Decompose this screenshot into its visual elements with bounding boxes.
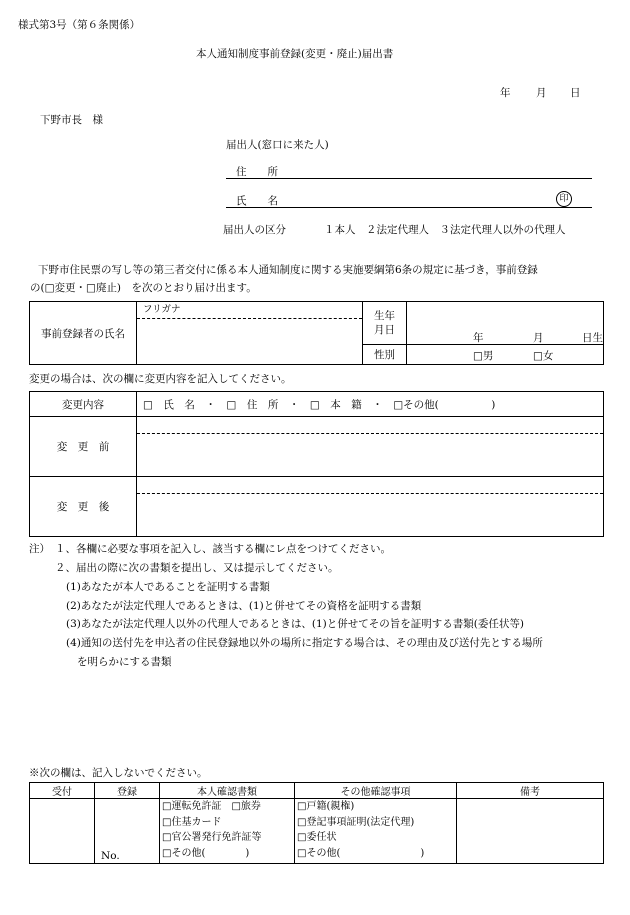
note-2-item-4b: を明らかにする書類 <box>77 656 172 668</box>
header-remarks: 備考 <box>457 783 604 799</box>
change-content-label: 変更内容 <box>62 398 104 411</box>
header-id-docs: 本人確認書類 <box>160 783 295 799</box>
note-2-item-1: (1)あなたが本人であることを証明する書類 <box>66 581 270 593</box>
gender-female-checkbox[interactable]: □女 <box>533 350 554 362</box>
gender-label: 性別 <box>374 349 395 361</box>
other-doc-1[interactable]: □戸籍(親権) <box>297 801 355 812</box>
before-dashed-line <box>137 433 603 434</box>
change-options: □ 氏 名 ・ □ 住 所 ・ □ 本 籍 ・ □その他( ) <box>143 398 496 411</box>
id-docs-cell <box>160 799 295 864</box>
id-doc-1[interactable]: □運転免許証 □旅券 <box>162 801 261 812</box>
gender-label-cell <box>363 345 407 365</box>
before-content-cell[interactable] <box>137 417 604 477</box>
header-reception: 受付 <box>30 783 95 799</box>
other-doc-4[interactable]: □その他( ) <box>297 847 425 859</box>
birth-label-cell <box>363 302 407 345</box>
other-doc-3[interactable]: □委任状 <box>297 832 337 843</box>
after-content-cell[interactable] <box>137 477 604 537</box>
office-instruction: ※次の欄は、記入しないでください。 <box>29 767 208 779</box>
form-title: 本人通知制度事前登録(変更・廃止)届出書 <box>196 48 394 60</box>
date-day: 日 <box>570 87 581 99</box>
registration-cell[interactable] <box>95 799 160 864</box>
furigana-row[interactable] <box>137 302 362 319</box>
note-2-item-2: (2)あなたが法定代理人であるときは、(1)と併せてその資格を証明する書類 <box>66 600 422 612</box>
date-year: 年 <box>500 87 511 99</box>
seal-mark: 印 <box>556 191 572 207</box>
change-options-cell[interactable] <box>137 392 604 417</box>
change-content-label-cell <box>30 392 137 417</box>
birth-label-2: 月日 <box>374 324 395 336</box>
remarks-cell[interactable] <box>457 799 604 864</box>
birth-label-1: 生年 <box>374 310 395 322</box>
statement-line-2: の(□変更・□廃止) を次のとおり届け出ます。 <box>30 282 257 294</box>
other-docs-cell <box>295 799 457 864</box>
id-doc-3[interactable]: □官公署発行免許証等 <box>162 832 262 843</box>
birth-day: 日生 <box>582 332 603 344</box>
id-doc-2[interactable]: □住基カード <box>162 816 222 828</box>
id-doc-4[interactable]: □その他( ) <box>162 847 250 859</box>
addressee: 下野市長 様 <box>40 114 103 126</box>
category-label: 届出人の区分 <box>223 224 286 236</box>
registrant-label: 事前登録者の氏名 <box>41 327 125 340</box>
note-2-item-3: (3)あなたが法定代理人以外の代理人であるときは、(1)と併せてその旨を証明する書類(委任状等) <box>66 618 524 630</box>
change-table <box>29 391 604 537</box>
name-label: 氏 名 <box>236 195 278 207</box>
statement-line-1: 下野市住民票の写し等の第三者交付に係る本人通知制度に関する実施要綱第6条の規定に基づき，事前登録 <box>38 264 538 276</box>
reception-cell[interactable] <box>30 799 95 864</box>
registrant-label-cell <box>30 302 137 365</box>
name-line[interactable] <box>226 207 592 208</box>
office-table <box>29 782 604 864</box>
header-other-docs: その他確認事項 <box>295 783 457 799</box>
gender-male-checkbox[interactable]: □男 <box>473 350 494 362</box>
before-label: 変 更 前 <box>56 441 110 453</box>
registrant-table <box>29 301 604 365</box>
birth-year: 年 <box>473 332 484 344</box>
address-label: 住 所 <box>236 166 278 178</box>
before-label-cell <box>30 417 137 477</box>
registrant-name-cell[interactable] <box>137 302 363 365</box>
other-doc-2[interactable]: □登記事項証明(法定代理) <box>297 816 415 828</box>
after-label: 変 更 後 <box>56 501 110 513</box>
form-number: 様式第3号（第６条関係） <box>18 19 141 31</box>
birth-month: 月 <box>533 332 544 344</box>
registration-number: No. <box>101 850 120 862</box>
note-2: ２、届出の際に次の書類を提出し、又は提示してください。 <box>55 562 339 574</box>
header-registration: 登録 <box>95 783 160 799</box>
date-month: 月 <box>536 87 547 99</box>
gender-cell <box>407 345 604 365</box>
category-options: １本人 ２法定代理人 ３法定代理人以外の代理人 <box>324 224 566 236</box>
after-dashed-line <box>137 493 603 494</box>
notes-prefix: 注） <box>29 543 50 555</box>
after-label-cell <box>30 477 137 537</box>
furigana-label: フリガナ <box>143 304 181 315</box>
address-line[interactable] <box>226 178 592 179</box>
change-instruction: 変更の場合は、次の欄に変更内容を記入してください。 <box>29 373 292 385</box>
note-1: １、各欄に必要な事項を記入し、該当する欄にレ点をつけてください。 <box>55 543 391 555</box>
note-2-item-4a: (4)通知の送付先を申込者の住民登録地以外の場所に指定する場合は、その理由及び送付先とする場所 <box>66 637 543 649</box>
applicant-heading: 届出人(窓口に来た人) <box>226 139 329 151</box>
birth-date-cell[interactable] <box>407 302 604 345</box>
